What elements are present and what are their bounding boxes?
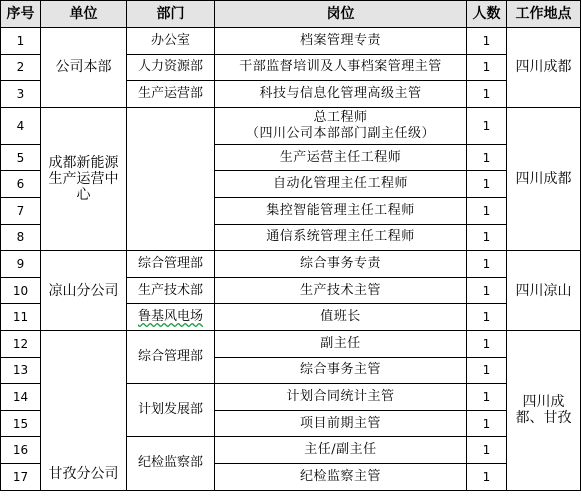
row-position: 生产运营主任工程师 (215, 144, 467, 171)
table-row (1, 330, 581, 357)
row-seq: 3 (1, 81, 41, 108)
row-seq: 2 (1, 54, 41, 81)
row-position: 项目前期主管 (215, 410, 467, 437)
header-count: 人数 (467, 1, 507, 28)
row-seq: 9 (1, 251, 41, 278)
row-seq: 7 (1, 197, 41, 224)
dept-discipline: 纪检监察部 (127, 437, 215, 490)
row-position: 计划合同统计主管 (215, 384, 467, 411)
row-count: 1 (467, 171, 507, 198)
row-position: 集控智能管理主任工程师 (215, 197, 467, 224)
unit-ganzi-text: 甘孜分公司 (48, 465, 119, 482)
row-position: 综合事务主管 (215, 357, 467, 384)
row-count: 1 (467, 384, 507, 411)
row-position: 干部监督培训及人事档案管理主管 (215, 54, 467, 81)
location-liangshan: 四川凉山 (507, 251, 581, 331)
row-seq: 11 (1, 304, 41, 331)
table-row (1, 28, 581, 55)
row-seq: 1 (1, 28, 41, 55)
row-count: 1 (467, 54, 507, 81)
table-row (1, 251, 581, 278)
row-seq: 4 (1, 107, 41, 144)
unit-hq: 公司本部 (41, 28, 127, 108)
row-count: 1 (467, 304, 507, 331)
dept-production-ops: 生产运营部 (127, 81, 215, 108)
dept-general-mgmt: 综合管理部 (127, 251, 215, 278)
row-seq: 8 (1, 224, 41, 251)
dept-lujifeng-text: 鲁基风电场 (137, 309, 203, 325)
row-count: 1 (467, 330, 507, 357)
unit-ganzi (41, 330, 127, 490)
row-seq: 13 (1, 357, 41, 384)
row-count: 1 (467, 224, 507, 251)
dept-office: 办公室 (127, 28, 215, 55)
row-seq: 5 (1, 144, 41, 171)
row-count: 1 (467, 144, 507, 171)
row-seq: 6 (1, 171, 41, 198)
row-seq: 14 (1, 384, 41, 411)
row-seq: 17 (1, 463, 41, 490)
location-ganzi: 四川成都、甘孜 (507, 330, 581, 490)
row-seq: 10 (1, 277, 41, 304)
row-position: 综合事务专责 (215, 251, 467, 278)
row-count: 1 (467, 357, 507, 384)
header-dept: 部门 (127, 1, 215, 28)
row-count: 1 (467, 197, 507, 224)
row-count: 1 (467, 277, 507, 304)
row-position (215, 107, 467, 144)
dept-production-tech: 生产技术部 (127, 277, 215, 304)
header-unit: 单位 (41, 1, 127, 28)
unit-liangshan: 凉山分公司 (41, 251, 127, 331)
row-count: 1 (467, 81, 507, 108)
row-position: 科技与信息化管理高级主管 (215, 81, 467, 108)
row-position: 主任/副主任 (215, 437, 467, 464)
dept-empty (127, 107, 215, 250)
table-row (1, 107, 581, 144)
row-count: 1 (467, 463, 507, 490)
row-count: 1 (467, 437, 507, 464)
row-position: 纪检监察主管 (215, 463, 467, 490)
row-seq: 12 (1, 330, 41, 357)
row-count: 1 (467, 251, 507, 278)
dept-hr: 人力资源部 (127, 54, 215, 81)
dept-planning: 计划发展部 (127, 384, 215, 437)
header-position: 岗位 (215, 1, 467, 28)
position-title: 总工程师 (313, 109, 368, 125)
unit-chengdu: 成都新能源生产运营中心 (41, 107, 127, 250)
header-seq: 序号 (1, 1, 41, 28)
location-chengdu-center: 四川成都 (507, 107, 581, 250)
position-note: （四川公司本部部门副主任级） (245, 125, 435, 141)
row-count: 1 (467, 410, 507, 437)
row-position: 档案管理专责 (215, 28, 467, 55)
row-position: 生产技术主管 (215, 277, 467, 304)
row-position: 通信系统管理主任工程师 (215, 224, 467, 251)
header-row (1, 1, 581, 28)
location-chengdu-hq: 四川成都 (507, 28, 581, 108)
row-seq: 15 (1, 410, 41, 437)
row-position: 自动化管理主任工程师 (215, 171, 467, 198)
row-position: 值班长 (215, 304, 467, 331)
row-count: 1 (467, 28, 507, 55)
header-location: 工作地点 (507, 1, 581, 28)
row-seq: 16 (1, 437, 41, 464)
row-count: 1 (467, 107, 507, 144)
dept-general-mgmt-gz: 综合管理部 (127, 330, 215, 383)
dept-lujifeng (127, 304, 215, 331)
row-position: 副主任 (215, 330, 467, 357)
